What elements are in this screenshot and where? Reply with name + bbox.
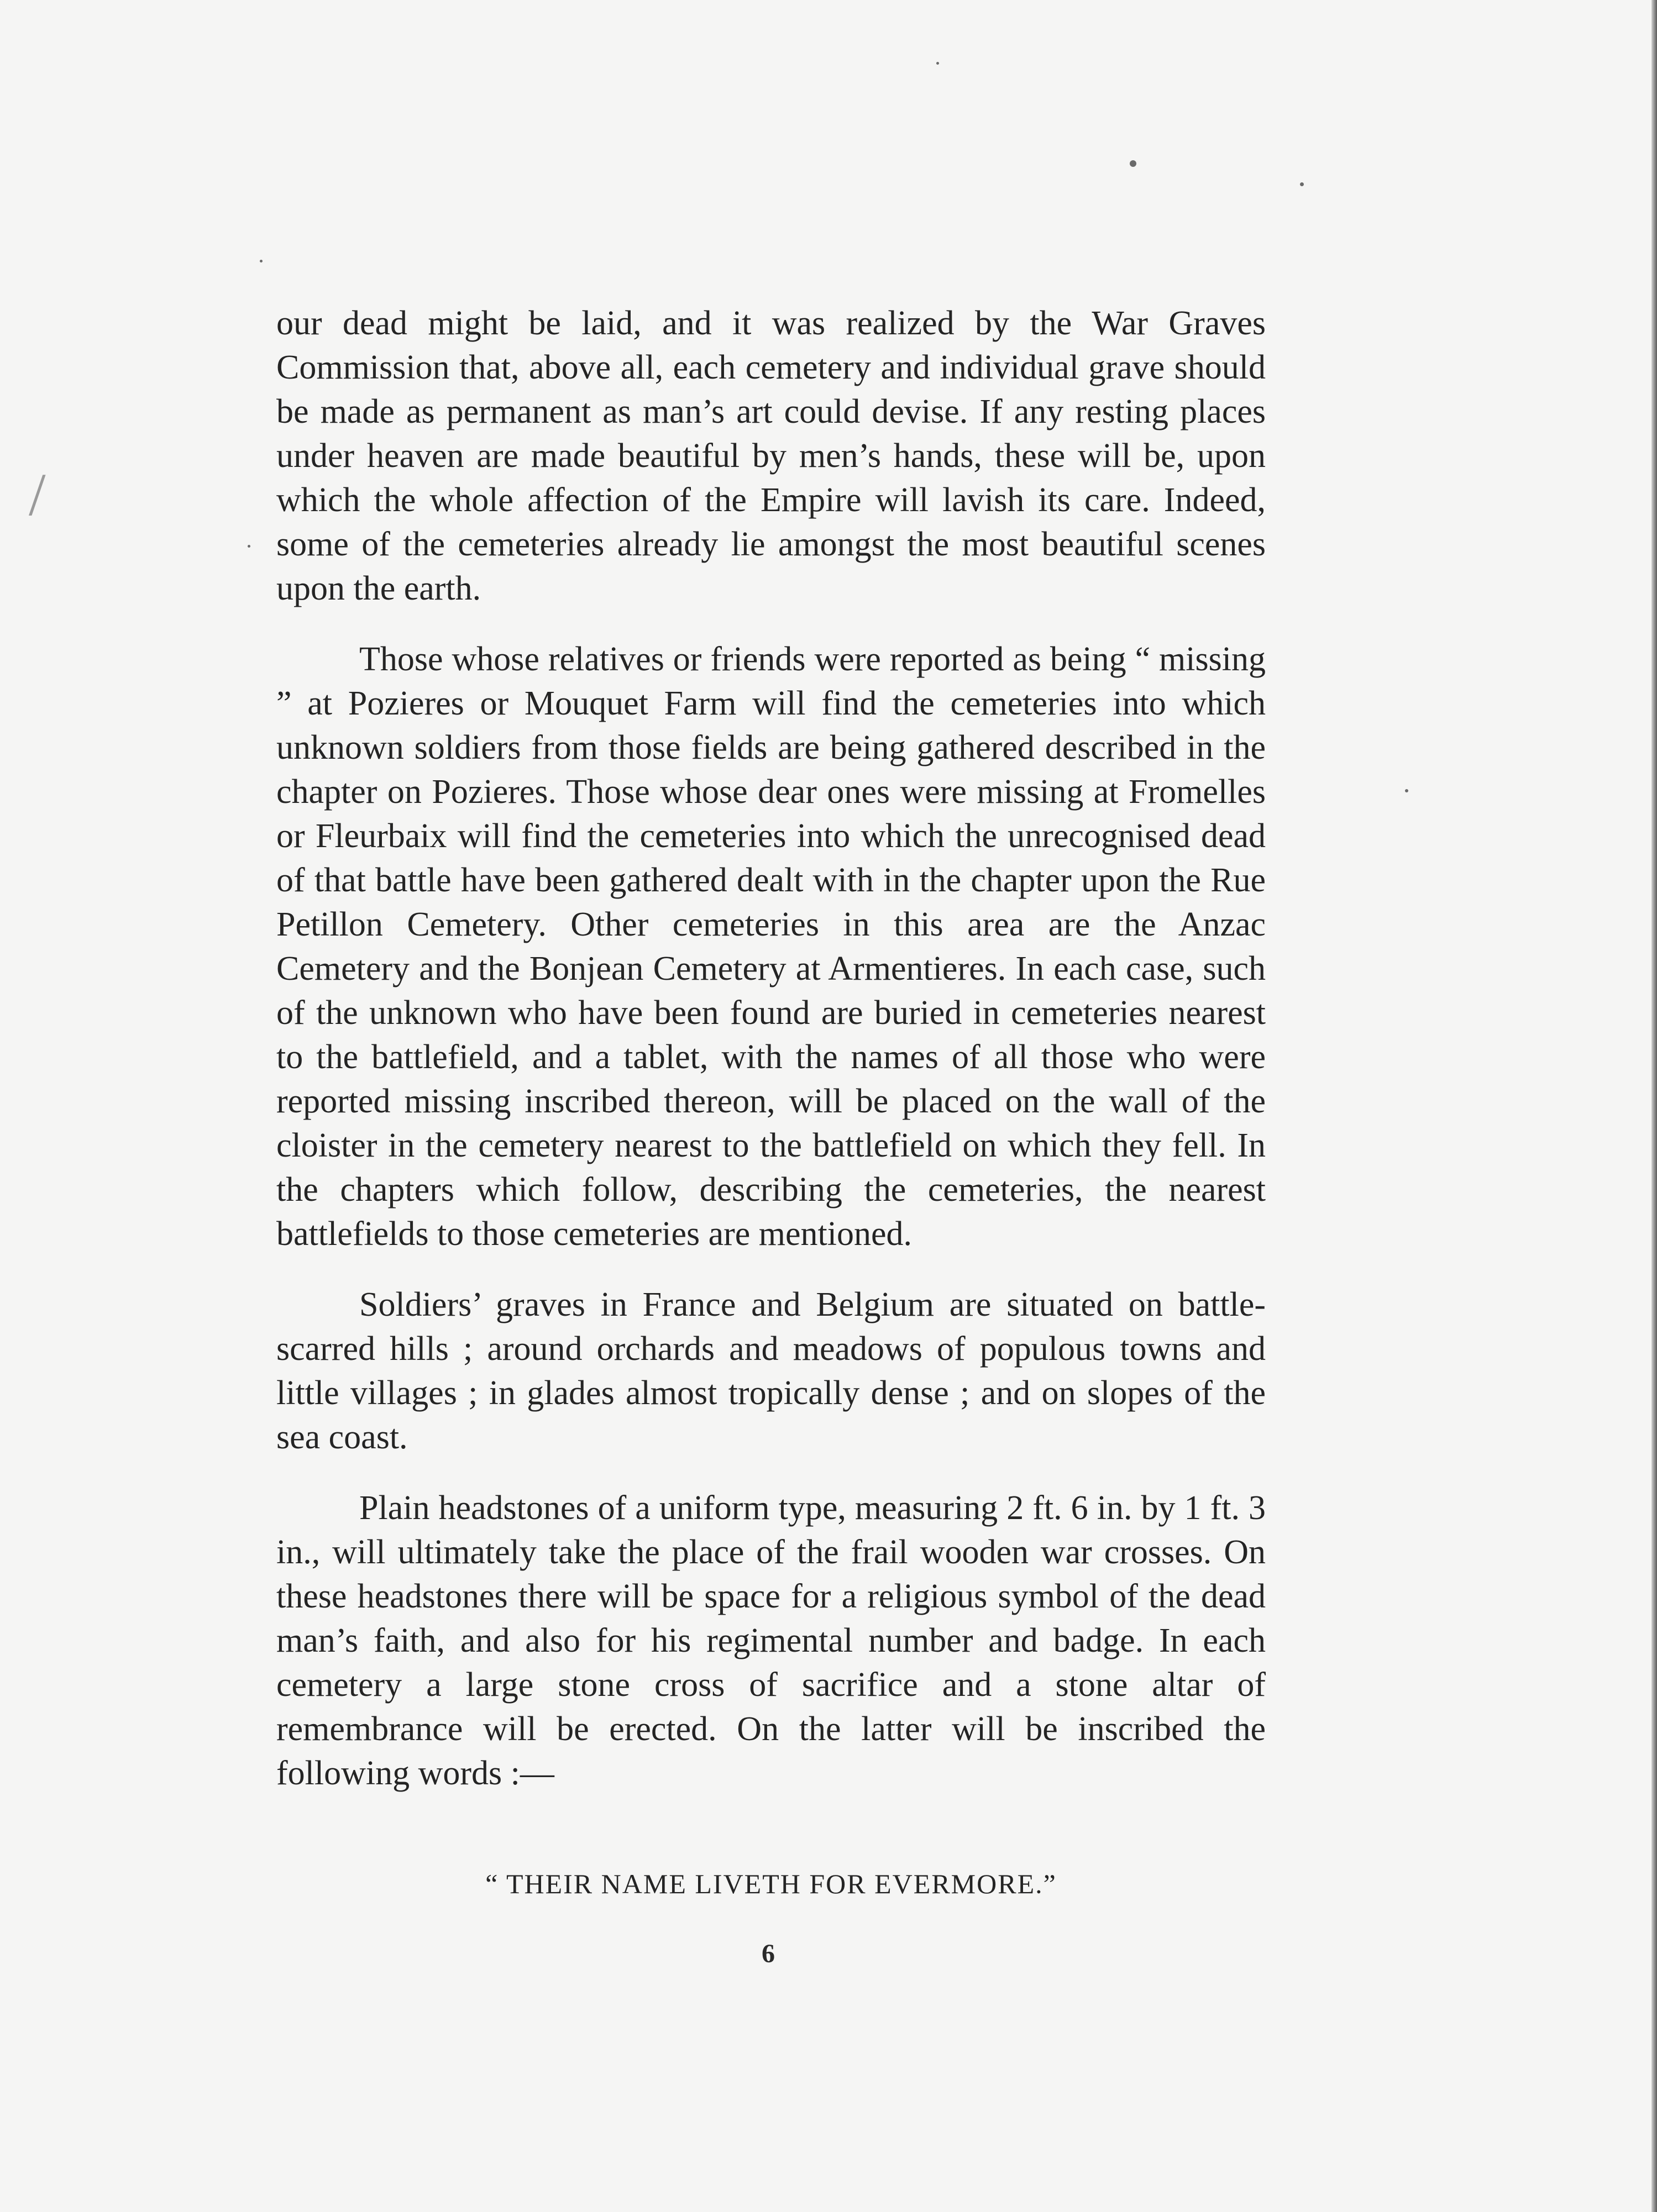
paper-speck (248, 545, 250, 548)
page-number: 6 (762, 1939, 775, 1968)
body-text (276, 301, 1266, 1822)
paragraph-1: our dead might be laid, and it was realized by the War Graves Commission that, above all, each cemetery and individual grave should be made as permanent as man’s art could devise. If any resting places under heaven are made beautiful by men’s hands, these will be, upon which the whole affection of the Empire will lavish its care. Indeed, some of the cemeteries already lie amongst the most beautiful scenes upon the earth. (276, 304, 1266, 607)
page-edge-shadow (1651, 0, 1657, 2212)
paragraph-2: Those whose relatives or friends were reported as being “ missing ” at Pozieres or Mouquet Farm will find the cemeteries into which unknown soldiers from those fields are being gathered described in the chapter on Pozieres. Those whose dear ones were missing at Fromelles or Fleurbaix will find the cemeteries into which the unrecognised dead of that battle have been gathered dealt with in the chapter upon the Rue Petillon Cemetery. Other cemeteries in this area are the Anzac Cemetery and the Bonjean Cemetery at Armentieres. In each case, such of the unknown who have been found are buried in cemeteries nearest to the battlefield, and a tablet, with the names of all those who were reported missing inscribed thereon, will be placed on the wall of the cloister in the cemetery nearest to the battlefield on which they fell. In the chapters which follow, describing the cemeteries, the nearest battlefields to those cemeteries are mentioned. (276, 640, 1266, 1253)
paper-speck (936, 62, 939, 65)
paragraph-3: Soldiers’ graves in France and Belgium are situated on battle-scarred hills ; around orchards and meadows of populous towns and little villages ; in glades almost tropically dense ; and on slopes of the sea coast. (276, 1286, 1266, 1456)
margin-mark: / (29, 461, 46, 528)
paper-speck (1300, 182, 1304, 186)
paper-speck (260, 260, 263, 262)
paragraph-4: Plain headstones of a uniform type, measuring 2 ft. 6 in. by 1 ft. 3 in., will ultimately take the place of the frail wooden war crosses. On these headstones there will be space for a religious symbol of the dead man’s faith, and also for his regimental number and badge. In each cemetery a large stone cross of sacrifice and a stone altar of remembrance will be erected. On the latter will be inscribed the following words :— (276, 1489, 1266, 1792)
paper-speck (1405, 789, 1408, 792)
inscription-text: “ THEIR NAME LIVETH FOR EVERMORE.” (485, 1868, 1057, 1899)
paper-speck (1130, 160, 1136, 167)
